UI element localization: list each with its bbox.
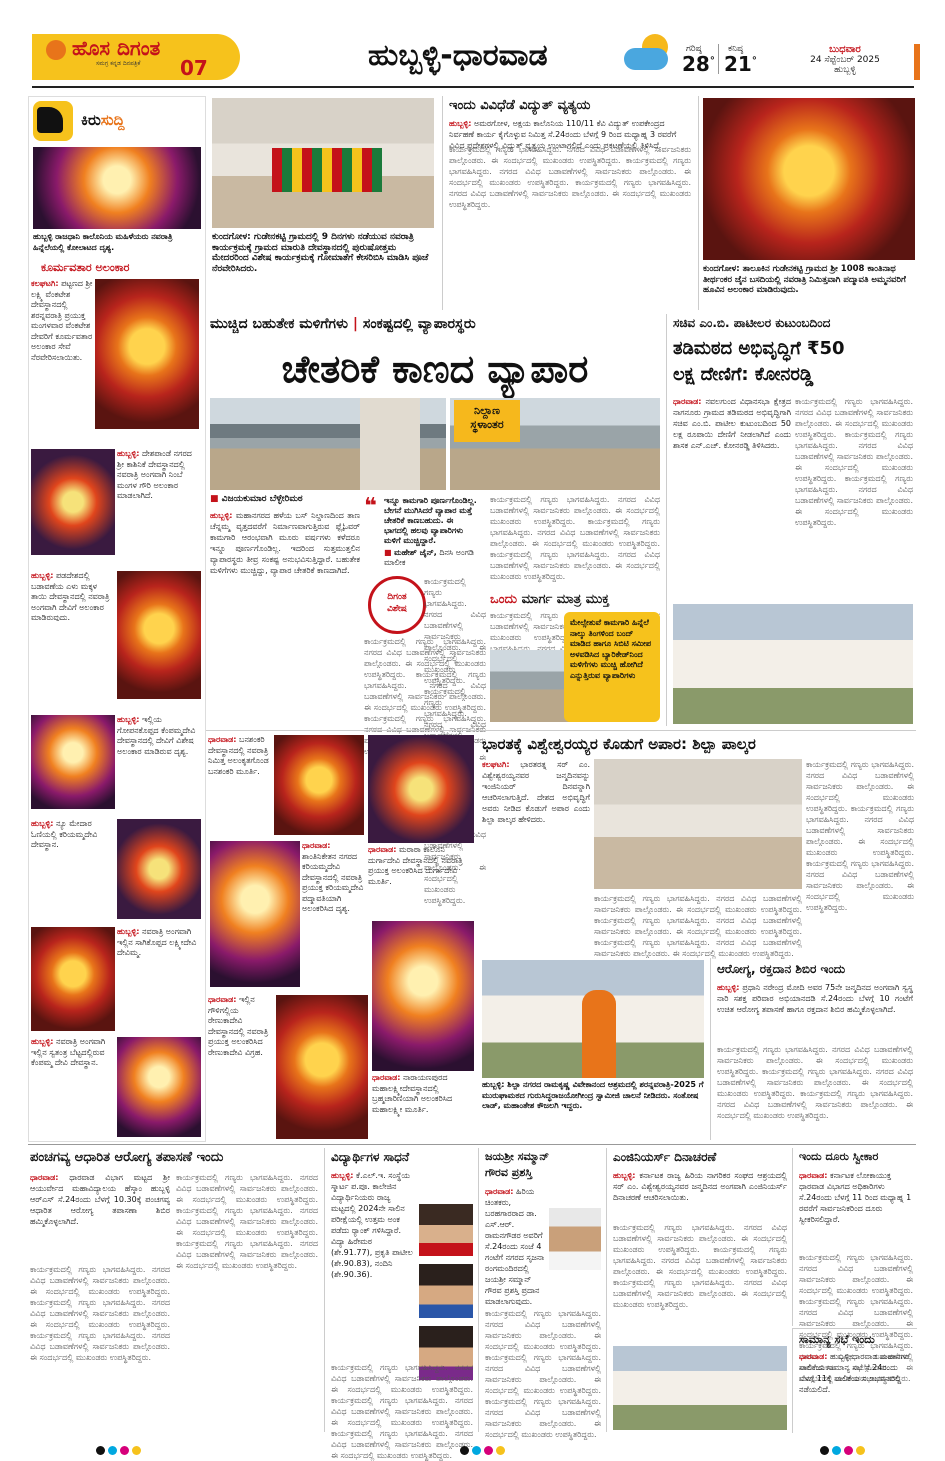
- kariyammadevi-text: ಧಾರವಾಡ: ಶಾಂತಿನಿಕೇತನ ನಗರದ ಕರಿಯಮ್ಮದೇವಿ ದೇವಸ್ಥಾನದಲ್ಲಿ ನವರಾತ್ರಿ ಪ್ರಯುಕ್ತ ಕರಿಯಮ್ಮದೇವಿ ಪದ್ಮಾವತಿಯಾಗಿ ಅಲಂಕರಿಸಿದ ದೃಶ್ಯ.: [302, 841, 364, 913]
- mla-fund-headline-1: ತಡಿಮಠದ ಅಭಿವೃದ್ಧಿಗೆ ₹50: [673, 338, 845, 359]
- shilpa-title: ಭಾರತಕ್ಕೆ ವಿಶ್ವೇಶ್ವರಯ್ಯರ ಕೊಡುಗೆ ಅಪಾರ: ಶಿಲ್ಪಾ ಪಾಲ್ಕರ: [482, 735, 756, 753]
- shilpa-body: ಕಲಘಟಗಿ: ಭಾರತರತ್ನ ಸರ್ ಎಂ. ವಿಶ್ವೇಶ್ವರಯ್ಯನವರ ಜನ್ಮದಿನವನ್ನು ಇಂಜಿನಿಯರ್ ದಿನವನ್ನಾಗಿ ಆಚರಿಸಲಾಗುತ್ತಿದೆ. ದೇಶದ ಅಭಿವೃದ್ಧಿಗೆ ಅವರು ನೀಡಿದ ಕೊಡುಗೆ ಅಪಾರ ಎಂದು ಶಿಲ್ಪಾ ಪಾಲ್ಕರ ಹೇಳಿದರು.: [482, 760, 590, 824]
- relocation-text: [490, 494, 660, 588]
- lamp-icon: [46, 40, 66, 60]
- engineers-body-2: [613, 1222, 787, 1342]
- mla-fund-story: [666, 314, 917, 726]
- kempamma-text: ಹುಬ್ಬಳ್ಳಿ: ಇಲ್ಲಿಯ ಗೋಪನಕೊಪ್ಪದ ಕೆಂಪಮ್ಮದೇವಿ ದೇವಸ್ಥಾನದಲ್ಲಿ ದೇವಿಗೆ ವಿಶೇಷ ಅಲಂಕಾರ ಮಾಡಿರುವ ದೃಶ್ಯ.: [117, 715, 196, 756]
- panchagavya-body-3: [176, 1172, 318, 1430]
- shilpa-body-2: [594, 893, 802, 951]
- ramakrishna-caption: ಹುಬ್ಬಳ್ಳಿ: ಶಿಲ್ಪಾ ನಗರದ ರಾಮಕೃಷ್ಣ ವಿವೇಕಾನಂದ ಆಶ್ರಮದಲ್ಲಿ ಶರನ್ನವರಾತ್ರಿ-2025 ಗೆ ಮುರುಘಾಮಠದ ಗುರುಸಿದ್ಧರಾಜಯೋಗೀಂದ್ರ ಸ್ವಾಮೀಜಿ ಚಾಲನೆ ನೀಡಿದರು. ಸಂತೋಷ ಲಾಡ್, ಮಹಾಂತೇಶ ಕೌಜಲಗಿ ಇದ್ದರು.: [482, 1080, 704, 1110]
- mla-fund-kicker: ಸಚಿವ ಎಂ.ಬಿ. ಪಾಟೀಲರ ಕುಟುಂಬದಿಂದ: [673, 316, 831, 330]
- banashankari-photo: [274, 735, 364, 835]
- dharwad-temples: [206, 730, 476, 1141]
- panchagavya-body-2: [30, 1264, 170, 1430]
- jain-basadi-story: [698, 96, 917, 310]
- padmavati-photo: [703, 98, 915, 260]
- quote-box: [364, 494, 478, 570]
- engineers-body: ಹುಬ್ಬಳ್ಳಿ: ಕರ್ನಾಟಕ ರಾಜ್ಯ ಹಿರಿಯ ನಾಗರಿಕರ ಸಂಘದ ಆಶ್ರಯದಲ್ಲಿ ಸರ್ ಎಂ. ವಿಶ್ವೇಶ್ವರಯ್ಯನವರ ಜನ್ಮದಿನದ ಅಂಗವಾಗಿ ಎಂಜಿನಿಯರ್ಸ್ ದಿನಾಚರಣೆ ಆಚರಿಸಲಾಯಿತು.: [613, 1171, 787, 1202]
- temp-divider: [718, 44, 719, 74]
- dateline: [776, 44, 920, 80]
- lakshmi-photo: [31, 927, 115, 1031]
- bottom-rule: [28, 1144, 916, 1145]
- engineers-photo: [613, 1346, 787, 1430]
- cmyk-marks-right: [820, 1440, 868, 1459]
- ramakrishna-photo: [482, 960, 704, 1078]
- lead-body: ಹುಬ್ಬಳ್ಳಿ: ಮಹಾನಗರದ ಹಳೆಯ ಬಸ್ ನಿಲ್ದಾಣದಿಂದ ತಾಣ ಚೆನ್ನಮ್ಮ ವೃತ್ತದವರೆಗೆ ನಿರ್ಮಾಣವಾಗುತ್ತಿರುವ ಫ್ಲೈಓವರ್ ಕಾಮಗಾರಿ ಆರಂಭವಾಗಿ ಮೂರು ವರ್ಷಗಳು ಕಳೆದರೂ ಇನ್ನೂ ಪೂರ್ಣಗೊಂಡಿಲ್ಲ. ಇದರಿಂದ ಸುತ್ತಮುತ್ತಲಿನ ವ್ಯಾಪಾರಸ್ಥರು ತೀವ್ರ ಸಂಕಷ್ಟ ಅನುಭವಿಸುತ್ತಿದ್ದಾರೆ. ಬಹುತೇಕ ಮಳಿಗೆಗಳು ಮುಚ್ಚಿದ್ದು, ವ್ಯಾಪಾರ ಚೇತರಿಕೆ ಕಾಣದಾಗಿದೆ.: [210, 511, 360, 575]
- jaishree-photo: [549, 1208, 601, 1270]
- quote-icon: ❝: [364, 494, 377, 519]
- page-number: 07: [180, 56, 208, 80]
- health-camp-title: ಆರೋಗ್ಯ, ರಕ್ತದಾನ ಶಿಬಿರ ಇಂದು: [717, 962, 846, 976]
- min-temp-label: ಕನಿಷ್ಠ: [728, 44, 744, 54]
- weekday: ಬುಧವಾರ: [829, 44, 861, 55]
- power-cut-continued: [449, 144, 691, 308]
- kariyammadevi-photo: [210, 841, 300, 987]
- kundagol-photo: [212, 98, 434, 228]
- lead-kicker: ಮುಚ್ಚಿದ ಬಹುತೇಕ ಮಳಿಗೆಗಳು | ಸಂಕಷ್ಟದಲ್ಲಿ ವ್ಯಾಪಾರಸ್ಥರು: [210, 316, 660, 340]
- cmyk-marks-center: [460, 1440, 508, 1459]
- weather-icon: [624, 34, 676, 74]
- student-photo-2: [419, 1264, 473, 1318]
- jaishree-story: [478, 1148, 605, 1432]
- kundagol-caption: ಕುಂದಗೋಳ: ಗುಡೇನಕಟ್ಟಿ ಗ್ರಾಮದಲ್ಲಿ 9 ದಿನಗಳು ನಡೆಯುವ ನವರಾತ್ರಿ ಕಾರ್ಯಕ್ರಮಕ್ಕೆ ಗ್ರಾಮದ ಮಾರುತಿ ದೇವಸ್ಥಾನದಲ್ಲಿ ಪುರುಷೋತ್ತಮ ಮೇದರರಿಂದ ವಿಶೇಷ ಕಾರ್ಯಕ್ರಮಕ್ಕೆ ಗೋಮಾತೆಗೆ ಕೇಸರಿಬಿಸಿ ಮಾಡಿಸಿ ಪೂಜೆ ನೆರವೇರಿಸಿದರು.: [212, 232, 429, 274]
- mla-fund-body-2: [795, 396, 913, 596]
- renukadevi-photo: [276, 995, 368, 1139]
- mla-fund-photo: [673, 604, 913, 724]
- sweekar-body-2: [799, 1252, 913, 1324]
- mahalakshmi-photo: [372, 921, 474, 1071]
- max-temp-label: ಗರಿಷ್ಠ: [686, 44, 702, 54]
- brand-tagline: ಸಮಗ್ರ ಕನ್ನಡ ದಿನಪತ್ರಿಕೆ: [96, 60, 141, 67]
- quote-text: ಇನ್ನೂ ಕಾಮಗಾರಿ ಪೂರ್ಣಗೊಂಡಿಲ್ಲ. ಬೇಗನೆ ಮುಗಿಸಿದರೆ ವ್ಯಾಪಾರ ಮತ್ತೆ ಚೇತರಿಕೆ ಕಾಣಬಹುದು. ಈ ಭಾಗದಲ್ಲಿ ಹಲವು ವ್ಯಾಪಾರಿಗಳು ಮಳಿಗೆ ಮುಚ್ಚಿದ್ದಾರೆ.: [384, 496, 477, 545]
- lead-body-continued: [424, 576, 486, 636]
- shilpa-story: [478, 730, 916, 955]
- kurma-title: ಕೂರ್ಮವತಾರ ಅಲಂಕಾರ: [41, 261, 130, 274]
- mla-fund-body: ಧಾರವಾಡ: ನವಲಗುಂದ ವಿಧಾನಸಭಾ ಕ್ಷೇತ್ರದ ನಾಗನೂರು ಗ್ರಾಮದ ತಡಿಮಠದ ಅಭಿವೃದ್ಧಿಗಾಗಿ ಸಚಿವ ಎಂ.ಬಿ. ಪಾಟೀಲ ಕುಟುಂಬದಿಂದ 50 ಲಕ್ಷ ರೂಪಾಯಿ ದೇಣಿಗೆ ನೀಡಲಾಗಿದೆ ಎಂದು ಶಾಸಕ ಎನ್.ಎಚ್. ಕೋನರಡ್ಡಿ ತಿಳಿಸಿದರು.: [673, 397, 792, 450]
- callout-text: ಮೇಲ್ಸೇತುವೆ ಕಾಮಗಾರಿ ಹಿನ್ನೆಲೆ ನಾಲ್ಕು ತಿಂಗಳಿಂದ ಬಂದ್ ಮಾಡಿದ ಹಾಗೂ ಸಿಬಿಟಿ ಸಮೀಪ ಅಳವಡಿಸಿದ ಬ್ಯಾರಿಕೇಡ್‌ನಿಂದ ಮಳಿಗೆಗಳು ಮುಚ್ಚಿ ಹೋಗಿದೆ ಎನ್ನುತ್ತಿರುವ ವ್ಯಾಪಾರಿಗಳು: [570, 618, 651, 680]
- panchagavya-story: [28, 1148, 320, 1432]
- mahalakshmi-text: ಧಾರವಾಡ: ನಾರಾಯಣಪುರದ ಮಹಾಲಕ್ಷ್ಮೀದೇವಸ್ಥಾನದಲ್ಲಿ ಬ್ರಹ್ಮಚಾರಿಣಿಯಾಗಿ ಅಲಂಕರಿಸಿದ ಮಹಾಲಕ್ಷ್ಮೀ ಮೂರ್ತಿ.: [372, 1073, 453, 1114]
- city-title: ಹುಬ್ಬಳ್ಳಿ-ಧಾರವಾಡ: [368, 38, 548, 73]
- cmyk-marks-left: [96, 1440, 144, 1459]
- kurma-text: ಕಲಘಟಗಿ: ಪಟ್ಟಣದ ಶ್ರೀ ಲಕ್ಷ್ಮಿ ವೆಂಕಟೇಶ ದೇವಸ್ಥಾನದಲ್ಲಿ ಶರನ್ನವರಾತ್ರಿ ಪ್ರಯುಕ್ತ ಮಂಗಳವಾರ ವೆಂಕಟೇಶ ದೇವರಿಗೆ ಕೂರ್ಮವತಾರ ಅಲಂಕಾರ ಸೇವೆ ನೆರವೇರಿಸಲಾಯಿತು.: [31, 279, 93, 362]
- min-temp: 21°: [724, 52, 757, 76]
- jaishree-title-1: ಜಯಶ್ರೀ ಸಮ್ಮಾನ್: [485, 1150, 550, 1163]
- power-cut-story: [442, 96, 695, 310]
- kempamma-photo: [31, 715, 115, 809]
- bettada-photo: [117, 1037, 201, 1137]
- health-camp-body: ಹುಬ್ಬಳ್ಳಿ: ಪ್ರಧಾನಿ ನರೇಂದ್ರ ಮೋದಿ ಅವರ 75ನೇ ಜನ್ಮದಿನದ ಅಂಗವಾಗಿ ಸ್ವಸ್ಥ ನಾರಿ ಸಶಕ್ತ ಪರಿವಾರ ಅಭಿಯಾನದಡಿ ಸೆ.24ರಂದು ಬೆಳಗ್ಗೆ 10 ಗಂಟೆಗೆ ಉಚಿತ ಆರೋಗ್ಯ ತಪಾಸಣೆ ಹಾಗೂ ರಕ್ತದಾನ ಶಿಬಿರ ಹಮ್ಮಿಕೊಳ್ಳಲಾಗಿದೆ.: [717, 983, 913, 1014]
- kundagol-story: [208, 96, 438, 310]
- place: ಹುಬ್ಬಳ್ಳಿ: [834, 65, 856, 75]
- health-camp-body-2: [717, 1044, 913, 1136]
- lead-story: [206, 314, 662, 726]
- lead-body-continued-2: [364, 636, 486, 722]
- panchagavya-body: ಧಾರವಾಡ: ಧಾರವಾಡ ವಿಭಾಗ ಮಟ್ಟದ ಶ್ರೀ ಆಯುರ್ವೇದ ಮಹಾವಿದ್ಯಾಲಯ ಹೆಸ್ಕಾಂ ಹುಬ್ಬಳ್ಳಿ ಆರ್‌ಎಸ್ ಸೆ.24ರಂದು ಬೆಳಗ್ಗೆ 10.30ಕ್ಕೆ ಪಂಚಗವ್ಯ ಆಧಾರಿತ ಆರೋಗ್ಯ ತಪಾಸಣಾ ಶಿಬಿರ ಹಮ್ಮಿಕೊಳ್ಳಲಾಗಿದೆ.: [30, 1173, 170, 1226]
- kirusuddi-header: [33, 101, 201, 143]
- power-cut-title: ಇಂದು ವಿವಿಧೆಡೆ ವಿದ್ಯುತ್ ವ್ಯತ್ಯಯ: [449, 98, 591, 113]
- masthead: [0, 0, 945, 92]
- elu-makkala-text: ಹುಬ್ಬಳ್ಳಿ: ಪಡದೇಶದಲ್ಲಿ ಬಡಾವಣೆಯ ಎಳು ಮಕ್ಕಳ ತಾಯಿ ದೇವಸ್ಥಾನದಲ್ಲಿ ನವರಾತ್ರಿ ಅಂಗವಾಗಿ ದೇವಿಗೆ ಅಲಂಕಾರ ಮಾಡಿರುವುದು.: [31, 571, 110, 622]
- durgadevi-photo: [368, 735, 474, 843]
- shilpa-body-3: [806, 759, 914, 951]
- durgadevi-text: ಧಾರವಾಡ: ಮರಾಠಾ ಕಾಲೊನಿ ದುರ್ಗಾದೇವಿ ದೇವಸ್ಥಾನದಲ್ಲಿ ನವರಾತ್ರಿ ಪ್ರಯುಕ್ತ ಅಲಂಕರಿಸಿದ ದುರ್ಗಾದೇವಿ ಮೂರ್ತಿ.: [368, 845, 463, 886]
- relocation-badge: ನಿಲ್ದಾಣ ಸ್ಥಳಾಂತರ: [454, 400, 520, 442]
- banashankari-text: ಧಾರವಾಡ: ಬನಶಂಕರಿ ದೇವಸ್ಥಾನದಲ್ಲಿ ನವರಾತ್ರಿ ನಿಮಿತ್ತ ಅಲಂಕೃತಗೊಂಡ ಬನಶಂಕರಿ ಮೂರ್ತಿ.: [208, 735, 269, 776]
- masthead-rule: [32, 86, 914, 88]
- general-meeting-title: ಸಾಮಾನ್ಯ ಸಭೆ ಇಂದು: [799, 1333, 875, 1346]
- bettada-text: ಹುಬ್ಬಳ್ಳಿ: ನವರಾತ್ರಿ ಅಂಗವಾಗಿ ಇಲ್ಲಿನ ಸ್ವತಂತ್ರ ಬೆಟ್ಟದಲ್ಲಿರುವ ಕೆಂಪಮ್ಮ ದೇವಿ ದೇವಸ್ಥಾನ.: [31, 1037, 106, 1067]
- lead-headline: ಚೇತರಿಕೆ ಕಾಣದ ವ್ಯಾಪಾರ: [281, 347, 589, 391]
- ramakrishna-story: [478, 958, 708, 1140]
- students-body-2: [331, 1362, 473, 1430]
- power-cut-body: ಹುಬ್ಬಳ್ಳಿ: ಅಮರಗೋಳ, ಅಕ್ಷಯ ಕಾಲೊನಿಯ 110/11 ಕೆವಿ ವಿದ್ಯುತ್ ಉಪಕೇಂದ್ರದ ನಿರ್ವಹಣೆ ಕಾರ್ಯ ಕೈಗೊಳ್ಳುವ ನಿಮಿತ್ತ ಸೆ.24ರಂದು ಬೆಳಗ್ಗೆ 9 ರಿಂದ ಮಧ್ಯಾಹ್ನ 3 ರವರೆಗೆ ವಿವಿಧ ಪ್ರದೇಶಗಳಲ್ಲಿ ವಿದ್ಯುತ್ ವ್ಯತ್ಯಯ ಉಂಟಾಗಲಿದೆ ಎಂದು ಪ್ರಕಟಣೆಯಲ್ಲಿ ತಿಳಿಸಿದೆ.: [449, 119, 677, 150]
- sweekar-body: ಧಾರವಾಡ: ಕರ್ನಾಟಕ ಲೋಕಾಯುಕ್ತ ಧಾರವಾಡ ವಿಭಾಗದ ಅಧಿಕಾರಿಗಳು ಸೆ.24ರಂದು ಬೆಳಗ್ಗೆ 11 ರಿಂದ ಮಧ್ಯಾಹ್ನ 1 ರವರೆಗೆ ಸಾರ್ವಜನಿಕರಿಂದ ದೂರು ಸ್ವೀಕರಿಸಲಿದ್ದಾರೆ.: [799, 1171, 912, 1224]
- kirusuddi-column: [28, 96, 206, 1142]
- general-meeting-body: ಧಾರವಾಡ: ಹುಬ್ಬಳ್ಳಿ-ಧಾರವಾಡ ಮಹಾನಗರ ಪಾಲಿಕೆಯ ಸಾಮಾನ್ಯ ಸಭೆ ಸೆ.24ರಂದು ಬೆಳಗ್ಗೆ 11ಕ್ಕೆ ಪಾಲಿಕೆಯ ಸಭಾಭವನದಲ್ಲಿ ನಡೆಯಲಿದೆ.: [799, 1352, 910, 1394]
- oneway-heading: ಒಂದು ಮಾರ್ಗ ಮಾತ್ರ ಮುಕ್ತ: [490, 592, 610, 607]
- quote-attribution: ■ ಮಹೇಶ್ ಜೈನ್, ದಿನಸಿ ಅಂಗಡಿ ಮಾಲೀಕ: [384, 548, 474, 567]
- jaishree-body-2: [485, 1308, 601, 1430]
- kirusuddi-title: ಕಿರುಸುದ್ದಿ: [81, 111, 125, 129]
- students-body: ಹುಬ್ಬಳ್ಳಿ: ಕೆ.ಎಲ್.ಇ. ಸಂಸ್ಥೆಯ ಸ್ಮಾರ್ಟ ಪ.ಪೂ. ಕಾಲೇಜಿನ ವಿದ್ಯಾರ್ಥಿನಿಯರು ರಾಜ್ಯ ಮಟ್ಟದಲ್ಲಿ 2024ನೇ ಸಾಲಿನ ಪರೀಕ್ಷೆಯಲ್ಲಿ ಉತ್ತಮ ಅಂಕ ಪಡೆದು ರ್‍ಯಾಂಕ್ ಗಳಿಸಿದ್ದಾರೆ. ವಿದ್ಯಾ ಹಿರೇಮಠ (ಶೇ.91.77), ಪ್ರಕೃತಿ ಪಾಟೀಲ (ಶೇ.90.83), ನಂದಿನಿ (ಶೇ.90.36).: [331, 1171, 413, 1279]
- lakshmi-text: ಹುಬ್ಬಳ್ಳಿ: ನವರಾತ್ರಿ ಅಂಗವಾಗಿ ಇಲ್ಲಿನ ಸಾಗಿಕೊಪ್ಪದ ಲಕ್ಷ್ಮೀದೇವಿ ದೇವಿಮ್ಮ.: [117, 927, 197, 957]
- engineers-title: ಎಂಜಿನಿಯರ್ಸ್ ದಿನಾಚರಣೆ: [613, 1150, 717, 1164]
- callout-box: [564, 612, 660, 722]
- engineers-story: [606, 1148, 791, 1432]
- brand-name: ಹೊಸ ದಿಗಂತ: [72, 36, 161, 60]
- panchagavya-title: ಪಂಚಗವ್ಯ ಆಧಾರಿತ ಆರೋಗ್ಯ ತಪಾಸಣೆ ಇಂದು: [30, 1150, 224, 1165]
- mla-fund-headline-2: ಲಕ್ಷ ದೇಣಿಗೆ: ಕೋನರಡ್ಡಿ: [673, 364, 814, 385]
- students-title: ವಿದ್ಯಾರ್ಥಿಗಳ ಸಾಧನೆ: [331, 1150, 410, 1164]
- lead-byline: ■ ವಿಜಯಕುಮಾರ ಬೆಳ್ಳೇರಿಮಠ: [210, 494, 303, 504]
- date: 24 ಸೆಪ್ಟೆಂಬರ್ 2025: [810, 55, 880, 65]
- general-meeting-story: [792, 1328, 917, 1433]
- sweekar-title: ಇಂದು ದೂರು ಸ್ವೀಕಾರ: [799, 1150, 879, 1163]
- kolata-caption: ಹುಬ್ಬಳ್ಳಿ ರಾಜಧಾನಿ ಕಾಲೊನಿಯ ಮಹಿಳೆಯರು ನವರಾತ್ರಿ ಹಿನ್ನೆಲೆಯಲ್ಲಿ ಕೋಲಾಟದ ದೃಶ್ಯ.: [33, 232, 173, 252]
- flyover-photo: [210, 398, 446, 490]
- padmavati-caption: ಕುಂದಗೋಳ: ತಾಲೂಕಿನ ಗುಡೇನಕಟ್ಟಿ ಗ್ರಾಮದ ಶ್ರೀ 1008 ಕಾಂತಿನಾಥ ತೀರ್ಥಂಕರ ಜೈನ ಬಸದಿಯಲ್ಲಿ ನವರಾತ್ರಿ ನಿಮಿತ್ತವಾಗಿ ಪದ್ಮಾವತಿ ಅಮ್ಮನವರಿಗೆ ಹೂವಿನ ಅಲಂಕಾರ ಮಾಡಿರುವುದು.: [703, 264, 906, 295]
- kariyamma-text: ಹುಬ್ಬಳ್ಳಿ: ನ್ಯೂ ಮೇದಾರ ಓಣಿಯಲ್ಲಿ ಕರಿಯಮ್ಮದೇವಿ ದೇವಸ್ಥಾನ.: [31, 819, 98, 849]
- gauri-photo: [31, 449, 115, 555]
- shilpa-photo: [594, 759, 802, 889]
- renukadevi-text: ಧಾರವಾಡ: ಇಲ್ಲಿನ ಗೌಳಿಗಲ್ಲಿಯ ರೇಣುಕಾದೇವಿ ದೇವಸ್ಥಾನದಲ್ಲಿ ನವರಾತ್ರಿ ಪ್ರಯುಕ್ತ ಅಲಂಕರಿಸಿದ ರೇಣುಕಾದೇವಿ ವಿಗ್ರಹ.: [208, 995, 269, 1057]
- kariyamma-photo: [117, 819, 201, 919]
- kurma-photo: [95, 279, 199, 429]
- health-camp-story: [710, 958, 917, 1140]
- max-temp: 28°: [682, 52, 715, 76]
- digantha-stamp: ದಿಗಂತ ವಿಶೇಷ: [368, 576, 426, 634]
- gauri-text: ಹುಬ್ಬಳ್ಳಿ: ದೇಶಪಾಂಡೆ ನಗರದ ಶ್ರೀ ಕಾಶಿನಿಕೆ ದೇವಸ್ಥಾನದಲ್ಲಿ ನವರಾತ್ರಿ ಅಂಗವಾಗಿ ನಿಂಬೆ ಮಂಗಳ ಗೌರಿ ಅಲಂಕಾರ ಮಾಡಲಾಗಿದೆ.: [117, 449, 192, 500]
- sweekar-story: [792, 1148, 917, 1326]
- jaishree-title-2: ಗೌರವ ಪ್ರಶಸ್ತಿ: [485, 1166, 533, 1179]
- students-story: [324, 1148, 477, 1432]
- student-photo-1: [419, 1204, 473, 1256]
- elu-makkala-photo: [117, 571, 201, 699]
- kolata-photo: [33, 147, 201, 229]
- jaishree-body: ಧಾರವಾಡ: ಹಿರಿಯ ಚಿಂತಕರು, ಬರಹಗಾರರಾದ ಡಾ. ಎಸ್.ಆರ್. ರಾಮನಗೌಡರ ಅವರಿಗೆ ಸೆ.24ರಂದು ಸಂಜೆ 4 ಗಂಟೆಗೆ ನಗರದ ಸೃಜನಾ ರಂಗಮಂದಿರದಲ್ಲಿ ಜಯಶ್ರೀ ಸಮ್ಮಾನ್ ಗೌರವ ಪ್ರಶಸ್ತಿ ಪ್ರದಾನ ಮಾಡಲಾಗುವುದು.: [485, 1187, 545, 1306]
